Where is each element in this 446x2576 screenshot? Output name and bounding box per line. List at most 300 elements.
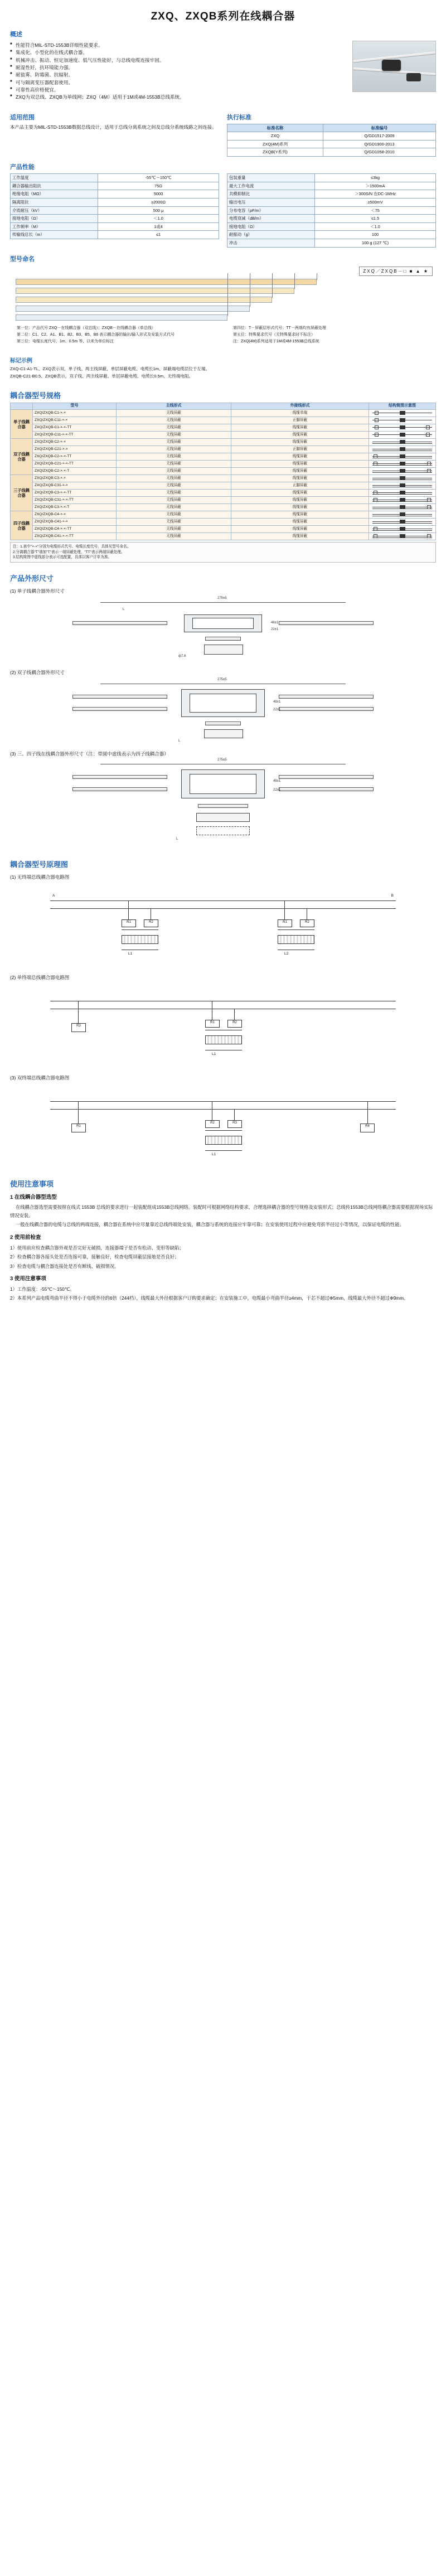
cell-model: ZXQ/ZXQB-C2-×-×-TT — [33, 453, 117, 461]
naming-leader — [272, 273, 273, 298]
cell-main: 无线屏蔽 — [117, 519, 231, 526]
cell-model: ZXQ/ZXQB-C2-×-× — [33, 439, 117, 446]
column-header — [11, 403, 33, 410]
naming-bar — [16, 297, 272, 303]
cell-main: 无线屏蔽 — [117, 482, 231, 490]
table-row — [11, 533, 436, 540]
circuit-diagram-2 — [10, 984, 436, 1068]
list-item: ■ ZXQ为双总线、ZXQB为单线网；ZXQ（4M）适用于1M或4M-1553B总线系统。 — [10, 94, 347, 101]
connect-line — [122, 929, 158, 930]
transformer-coil — [278, 935, 314, 944]
column-header: 型号 — [33, 403, 117, 410]
cell-figure — [369, 424, 436, 432]
cell: ≤1 — [98, 231, 219, 239]
cell: ＜1.0 — [315, 222, 436, 231]
cell-figure — [369, 490, 436, 497]
cell-main: 无线屏蔽 — [117, 446, 231, 453]
cell-ext: 线缆屏蔽 — [231, 504, 369, 511]
section-title-circuits: 耦合器型号原理图 — [10, 860, 69, 869]
product-photo — [352, 41, 436, 92]
standards-table — [227, 124, 436, 157]
cell-model: ZXQ/ZXQB-C4-×-×-TT — [33, 526, 117, 533]
list-item: ■ 可靠性高价格便宜。 — [10, 86, 347, 94]
circuit-diagram-3 — [10, 1084, 436, 1168]
cell-figure — [369, 453, 436, 461]
cell-ext: 正脚屏蔽 — [231, 417, 369, 424]
cell: 1或4 — [98, 222, 219, 231]
tap-line — [234, 1109, 235, 1120]
cell: ZXQ — [227, 132, 323, 141]
section-title-coupler-table: 耦合器型号规格 — [10, 391, 61, 400]
branch-cable — [205, 722, 241, 725]
cell: ＜75 — [315, 206, 436, 215]
table-row — [11, 190, 219, 198]
list-item: ■ 耐湿性好，抗环境能力强。 — [10, 64, 347, 71]
cell: 500 μ — [98, 206, 219, 215]
cable — [279, 695, 374, 699]
bus-line-a — [50, 900, 396, 901]
page-title: ZXQ、ZXQB系列在线耦合器 — [151, 11, 295, 22]
cell-model: ZXQ/ZXQB-C11-×-× — [33, 417, 117, 424]
cell-ext: 线缆屏蔽 — [231, 461, 369, 468]
dimension-label: 275±5 — [217, 596, 227, 600]
cell-figure — [369, 519, 436, 526]
group-label: 四子线耦合器 — [11, 511, 33, 540]
terminator-line — [78, 1001, 79, 1023]
section-title-scope: 适用范围 — [10, 114, 35, 121]
table-row — [11, 482, 436, 490]
cell-model: ZXQ/ZXQB-C1-×-×-TT — [33, 424, 117, 432]
table-row — [227, 132, 436, 141]
usage-subtitle-2: 2 使用前检查 — [10, 1234, 41, 1241]
note-line: 3.结构简图中虚线部分表示可选配置，具体以客户订单为准。 — [13, 555, 112, 560]
list-item: ■ 集成化、小型化的在线式耦合器。 — [10, 49, 347, 56]
coupler-inner — [190, 694, 256, 713]
table-row — [11, 174, 219, 182]
usage-notes — [10, 1193, 436, 1302]
scope-column — [10, 107, 219, 157]
cell: 分布电容（pF/m） — [227, 206, 315, 215]
cell-model: ZXQ/ZXQB-C31-×-×-TT — [33, 497, 117, 504]
cell-figure — [369, 468, 436, 475]
cell: Q/GD1900-2013 — [323, 140, 436, 148]
cell-figure — [369, 410, 436, 417]
naming-legend-2: 第三位：电缆长度代号，1m、0.5m 等，以米为单位标注 — [17, 339, 114, 343]
terminal-label-a: A — [52, 893, 55, 898]
connector — [204, 729, 243, 738]
cell: 绝缘电阻（MΩ） — [11, 190, 98, 198]
optional-connector — [196, 826, 250, 835]
cable — [72, 695, 167, 699]
cell: 接地电阻（Ω） — [227, 222, 315, 231]
dimension-label: 275±5 — [217, 677, 227, 681]
tap-line — [284, 900, 285, 919]
table-row — [227, 239, 436, 248]
cell: 输出电压 — [227, 198, 315, 206]
dimension-label: L — [176, 837, 178, 841]
cell: ＞300S/N 在DC-1MHz — [315, 190, 436, 198]
table-row — [11, 182, 219, 190]
cell-main: 无线屏蔽 — [117, 490, 231, 497]
cell: ≥2000Ω — [98, 198, 219, 206]
outline-caption-3: (3) 三、四子线在线耦合器外形尺寸（注：带圆中虚线表示为四子线耦合器） — [10, 750, 169, 757]
outline-drawing-1 — [10, 597, 436, 664]
bus-line-b — [50, 1109, 396, 1110]
resistor-r1: R1 — [122, 919, 136, 927]
cell: -55℃～150℃ — [98, 174, 219, 182]
terminator-line-right — [367, 1101, 368, 1124]
table-row — [11, 511, 436, 519]
table-row — [11, 519, 436, 526]
circuit-node-label: L1 — [212, 1152, 216, 1156]
list-item: ■ 耐盐雾、防霉菌、抗辐射。 — [10, 71, 347, 79]
cell-main: 无线屏蔽 — [117, 497, 231, 504]
table-row — [11, 231, 219, 239]
table-row — [227, 231, 436, 239]
table-row — [11, 504, 436, 511]
cable — [72, 775, 167, 779]
cell-ext: 线缆屏蔽 — [231, 439, 369, 446]
dimension-label: ф7.8 — [178, 654, 186, 658]
cell-main: 无线屏蔽 — [117, 439, 231, 446]
transformer-coil — [122, 935, 158, 944]
usage-paragraph: 一般在线耦合器的电缆与总线的两端连接，耦合器在系统中应尽量靠近总线终端处安装，耦合器与系统的连接应牢靠可靠；在安装使用过程中应避免弯折半径过小等情况，以保证电缆的性能。 — [15, 1222, 404, 1228]
cell-main: 无线屏蔽 — [117, 410, 231, 417]
cell: ＞1500mA — [315, 182, 436, 190]
cell: 工作频率（M） — [11, 222, 98, 231]
bus-line-b — [50, 908, 396, 909]
terminal-label-b: B — [391, 893, 394, 898]
cable — [72, 621, 167, 625]
list-item: ■ 性能符合MIL-STD-1553B详细性能要求。 — [10, 42, 347, 49]
usage-paragraph: 2）检查耦合器各接头处是否连接可靠，接触良好，检查电缆屏蔽层接地是否良好； — [10, 1254, 180, 1260]
cell-model: ZXQ/ZXQB-C11-×-×-TT — [33, 432, 117, 439]
cell-figure — [369, 417, 436, 424]
note-line: 2.分离耦合器"T"端加"T"表示一端屏蔽处理，"TT"表示两端屏蔽处理。 — [13, 550, 125, 554]
circuit-node-label: L1 — [128, 951, 133, 956]
cable — [72, 787, 167, 791]
dimension-label: 22±1 — [271, 627, 279, 631]
cell-main: 无线屏蔽 — [117, 526, 231, 533]
cell-figure — [369, 446, 436, 453]
mark-example-line: ZXQB-C21-B0.5、ZXQB表示，双子线、两主线屏蔽、单层屏蔽电缆、电缆长0.5m、无终端电阻。 — [10, 373, 193, 379]
cell-ext: 线缆屏蔽 — [231, 468, 369, 475]
table-row — [11, 439, 436, 446]
table-row — [11, 526, 436, 533]
dimension-line — [100, 602, 346, 603]
cell-figure — [369, 504, 436, 511]
transformer-coil — [205, 1035, 242, 1044]
naming-legend-3: 第四位：T－屏蔽层形式代号；TT－两端均有屏蔽处理 — [233, 326, 326, 330]
circuit-node-label: L1 — [212, 1052, 216, 1056]
cell-model: ZXQ/ZXQB-C21-×-× — [33, 446, 117, 453]
cell: ≥500mV — [315, 198, 436, 206]
dimension-label: 275±5 — [217, 758, 227, 762]
dimension-label: L — [178, 739, 181, 743]
group-label: 单子线耦合器 — [11, 410, 33, 439]
cell: ＜1.0 — [98, 215, 219, 223]
table-row — [227, 190, 436, 198]
cell: 最大工作电流 — [227, 182, 315, 190]
cell-figure — [369, 526, 436, 533]
table-row — [11, 206, 219, 215]
cell: ZXQ(4M)系列 — [227, 140, 323, 148]
cell: ZXQB(Y系列) — [227, 148, 323, 157]
cell-figure — [369, 497, 436, 504]
column-header: 标准编号 — [323, 124, 436, 132]
cell: 75Ω — [98, 182, 219, 190]
cable — [72, 707, 167, 711]
cell-model: ZXQ/ZXQB-C3-×-×-T — [33, 504, 117, 511]
table-row — [11, 198, 219, 206]
group-label: 三子线耦合器 — [11, 475, 33, 511]
table-row — [227, 222, 436, 231]
cell-ext: 线缆屏蔽 — [231, 497, 369, 504]
table-row — [11, 222, 219, 231]
cell-ext: 线缆屏蔽 — [231, 424, 369, 432]
cell-ext: 线缆屏蔽 — [231, 526, 369, 533]
naming-legend-5: 注：ZXQ(4M)系列适用于1M或4M-1553B总线系统 — [233, 339, 319, 343]
scope-text: 本产品主要为MIL-STD-1553B数据总线设计，适用于总线分离系统之间及总线分系统线路之间连接。 — [10, 124, 217, 130]
connect-line — [205, 1130, 242, 1131]
naming-leader — [294, 273, 295, 289]
group-label: 双子线耦合器 — [11, 439, 33, 475]
cell-model: ZXQ/ZXQB-C3-×-× — [33, 475, 117, 482]
cell: 共模抑制比 — [227, 190, 315, 198]
usage-paragraph: 1）工作温度：-55℃～150℃。 — [10, 1286, 75, 1292]
performance-table-right — [227, 173, 436, 248]
table-row — [11, 410, 436, 417]
usage-subtitle-1: 1 在线耦合器型选型 — [10, 1194, 57, 1200]
branch-cable — [205, 637, 241, 641]
usage-paragraph: 在线耦合器选型需要按照在线式 1553B 总线的要求进行一起装配组成1553B总线网络。装配时可根据网络结构要求，合理选择耦合器的型号规格及安装形式；总线传1553B总线网络耦合器需要根据现场实际情况安装。 — [10, 1204, 433, 1218]
resistor-r1: R1 — [278, 919, 292, 927]
cell-model: ZXQ/ZXQB-C1-×-× — [33, 410, 117, 417]
naming-legend-0: 第一位：产品代号 ZXQ－在线耦合器（双总线）；ZXQB－在线耦合器（单总线） — [17, 326, 156, 330]
terminator-resistor: R3 — [71, 1023, 86, 1032]
cell-figure — [369, 511, 436, 519]
connect-line — [205, 1150, 242, 1151]
column-header: 结构简图示意图 — [369, 403, 436, 410]
scope-standards-row — [10, 107, 436, 157]
cell-ext: 线缆屏蔽 — [231, 533, 369, 540]
cell-ext: 正脚屏蔽 — [231, 482, 369, 490]
table-header-row — [11, 403, 436, 410]
table-row — [227, 215, 436, 223]
cable — [279, 707, 374, 711]
table-row — [11, 475, 436, 482]
section-title-naming: 型号命名 — [10, 255, 35, 263]
cell-ext: 线缆屏蔽 — [231, 475, 369, 482]
outline-drawing-3 — [10, 759, 436, 849]
connect-line — [278, 929, 314, 930]
outline-caption-1: (1) 单子线耦合器外形尺寸 — [10, 588, 65, 594]
table-row — [227, 198, 436, 206]
cell: 耦合器输出阻抗 — [11, 182, 98, 190]
table-row — [227, 182, 436, 190]
resistor-r1: R1 — [205, 1020, 220, 1028]
cell-figure — [369, 432, 436, 439]
table-row — [227, 206, 436, 215]
section-title-standards: 执行标准 — [227, 114, 251, 121]
list-item: ■ 机械冲击、振动、恒定加速度、低气压性能好，与总线电缆连接牢固。 — [10, 57, 347, 64]
list-item: ■ 可与隔离变压器配套使用。 — [10, 79, 347, 86]
connector — [204, 645, 243, 655]
cell-model: ZXQ/ZXQB-C31-×-× — [33, 482, 117, 490]
cell: 冲击 — [227, 239, 315, 248]
naming-legend-4: 第五位：特殊要求代号（无特殊要求时不标注） — [233, 332, 315, 337]
table-row — [11, 417, 436, 424]
tap-line — [234, 1009, 235, 1020]
cell-main: 无线屏蔽 — [117, 511, 231, 519]
resistor-r2: R2 — [144, 919, 158, 927]
dimension-label: 22±1 — [273, 708, 281, 711]
cell-ext: 线缆屏蔽 — [231, 453, 369, 461]
cell-main: 无线屏蔽 — [117, 468, 231, 475]
cell-figure — [369, 482, 436, 490]
usage-paragraph: 3）检查电缆与耦合器连接处是否有断线、破损情况。 — [10, 1263, 119, 1269]
table-row — [11, 215, 219, 223]
cell: 接地电阻（Ω） — [11, 215, 98, 223]
cell: 介质耐压（kV） — [11, 206, 98, 215]
connector — [196, 813, 250, 822]
cell: ≤1.5 — [315, 215, 436, 223]
column-header: 主线形式 — [117, 403, 231, 410]
cell-model: ZXQ/ZXQB-C3-×-×-TT — [33, 490, 117, 497]
terminator-line-left — [78, 1101, 79, 1124]
table-row — [11, 490, 436, 497]
cell: 100 — [315, 231, 436, 239]
model-naming-diagram — [10, 265, 436, 349]
terminator-resistor-right: R4 — [360, 1124, 375, 1132]
overview-bullet-list — [10, 42, 347, 101]
cell-main: 无线屏蔽 — [117, 453, 231, 461]
dimension-label: 48±1 — [273, 700, 281, 704]
section-title-performance: 产品性能 — [10, 164, 35, 171]
cell-ext: 线缆屏蔽 — [231, 519, 369, 526]
standards-column — [227, 107, 436, 157]
cell-model: ZXQ/ZXQB-C2-×-×-T — [33, 468, 117, 475]
resistor-r2: R2 — [227, 1020, 242, 1028]
performance-right — [227, 173, 436, 248]
bus-line-a — [50, 1101, 396, 1102]
resistor-r2: R2 — [300, 919, 314, 927]
table-row — [11, 497, 436, 504]
cell-main: 无线屏蔽 — [117, 417, 231, 424]
naming-bar — [16, 279, 317, 285]
cell-ext: 线缆屏蔽 — [231, 511, 369, 519]
table-row — [11, 468, 436, 475]
cell-figure — [369, 475, 436, 482]
cell: 包装重量 — [227, 174, 315, 182]
cell: 耐振动（g） — [227, 231, 315, 239]
cell-model: ZXQ/ZXQB-C41-×-× — [33, 519, 117, 526]
cell: 工作温度 — [11, 174, 98, 182]
usage-paragraph: 1）使用前应检查耦合器外观是否完好无破损，连接器端子是否有松动、变形等缺陷； — [10, 1245, 184, 1251]
cell-main: 无线屏蔽 — [117, 461, 231, 468]
photo-coupler-body — [382, 60, 401, 71]
terminator-resistor-left: R1 — [71, 1124, 86, 1132]
tap-line — [128, 900, 129, 919]
naming-code-sample: ZXQ／ZXQB－□ ■ ▲ ★ — [359, 267, 433, 276]
coupler-inner — [192, 618, 254, 629]
usage-paragraph: 2）本系列产品电缆弯曲半径不得小于电缆外径的6倍（244档），线缆最大外径根据客户订购要求确定；在安装施工中，电缆最小弯曲半径≥4mm，干芯不超过Φ5mm，线缆最大外径不超过Φ9mm。 — [10, 1295, 409, 1301]
cell: 100 g (127 ℃) — [315, 239, 436, 248]
naming-bar — [16, 306, 250, 312]
coupler-spec-table — [10, 403, 436, 540]
branch-cable — [198, 804, 248, 808]
cell-model: ZXQ/ZXQB-C21-×-×-TT — [33, 461, 117, 468]
column-header: 标准名称 — [227, 124, 323, 132]
cell-ext: 正脚屏蔽 — [231, 446, 369, 453]
cable — [279, 787, 374, 791]
cell-main: 无线屏蔽 — [117, 432, 231, 439]
performance-table-left — [10, 173, 219, 239]
table-row — [227, 140, 436, 148]
resistor-r1: R2 — [205, 1120, 220, 1128]
cell-ext: 线缆屏蔽 — [231, 432, 369, 439]
section-title-outline: 产品外形尺寸 — [10, 574, 54, 583]
cell-figure — [369, 461, 436, 468]
section-title-overview: 概述 — [10, 31, 22, 38]
cell-model: ZXQ/ZXQB-C4-×-× — [33, 511, 117, 519]
cell: 传输线总长（m） — [11, 231, 98, 239]
section-title-usage: 使用注意事项 — [10, 1179, 54, 1188]
coupler-table-notes — [10, 542, 436, 563]
table-row — [11, 432, 436, 439]
cell-figure — [369, 533, 436, 540]
mark-example-line: ZXQ-C1-A1-TL、ZXQ表示双、单子线、两主线屏蔽、单层屏蔽电缆、电缆长1m、屏蔽端电缆层位于左端。 — [10, 366, 210, 371]
dimension-label: L — [123, 607, 125, 611]
cell-main: 无线屏蔽 — [117, 504, 231, 511]
coupler-inner — [190, 774, 256, 794]
circuit-diagram-1 — [10, 884, 436, 967]
naming-leader — [227, 273, 228, 316]
cable — [279, 621, 374, 625]
cell: 电缆衰减（dB/m） — [227, 215, 315, 223]
table-row — [11, 446, 436, 453]
circuit-node-label: L2 — [284, 951, 289, 956]
cell: 隔离阻抗 — [11, 198, 98, 206]
cell-figure — [369, 439, 436, 446]
performance-left — [10, 173, 219, 248]
table-row — [11, 424, 436, 432]
naming-bar — [16, 314, 227, 321]
table-row — [227, 174, 436, 182]
column-header: 外接线形式 — [231, 403, 369, 410]
dimension-label: 48±1 — [271, 621, 279, 624]
resistor-r2: R3 — [227, 1120, 242, 1128]
cell-ext: 线缆单端 — [231, 410, 369, 417]
naming-bar — [16, 288, 294, 294]
outline-caption-2: (2) 双子线耦合器外形尺寸 — [10, 669, 65, 675]
table-row — [227, 148, 436, 157]
dimension-label: 48±1 — [273, 779, 281, 783]
cell-main: 无线屏蔽 — [117, 533, 231, 540]
overview-section — [10, 41, 436, 101]
circuit-caption-1: (1) 无终端总线耦合器电路图 — [10, 874, 70, 880]
cell-main: 无线屏蔽 — [117, 424, 231, 432]
cell: Q/GD1517-2009 — [323, 132, 436, 141]
cell: 5000 — [98, 190, 219, 198]
photo-coupler-body — [406, 73, 421, 81]
section-title-mark-example: 标记示例 — [10, 357, 32, 364]
cell-main: 无线屏蔽 — [117, 475, 231, 482]
dimension-label: 22±1 — [273, 788, 281, 792]
circuit-caption-2: (2) 单终端总线耦合器电路图 — [10, 974, 70, 980]
table-row — [11, 453, 436, 461]
note-line: 注：1.表中"×-×"分别为电缆形式代号、电缆长度代号，具体见型号命名。 — [13, 545, 131, 549]
